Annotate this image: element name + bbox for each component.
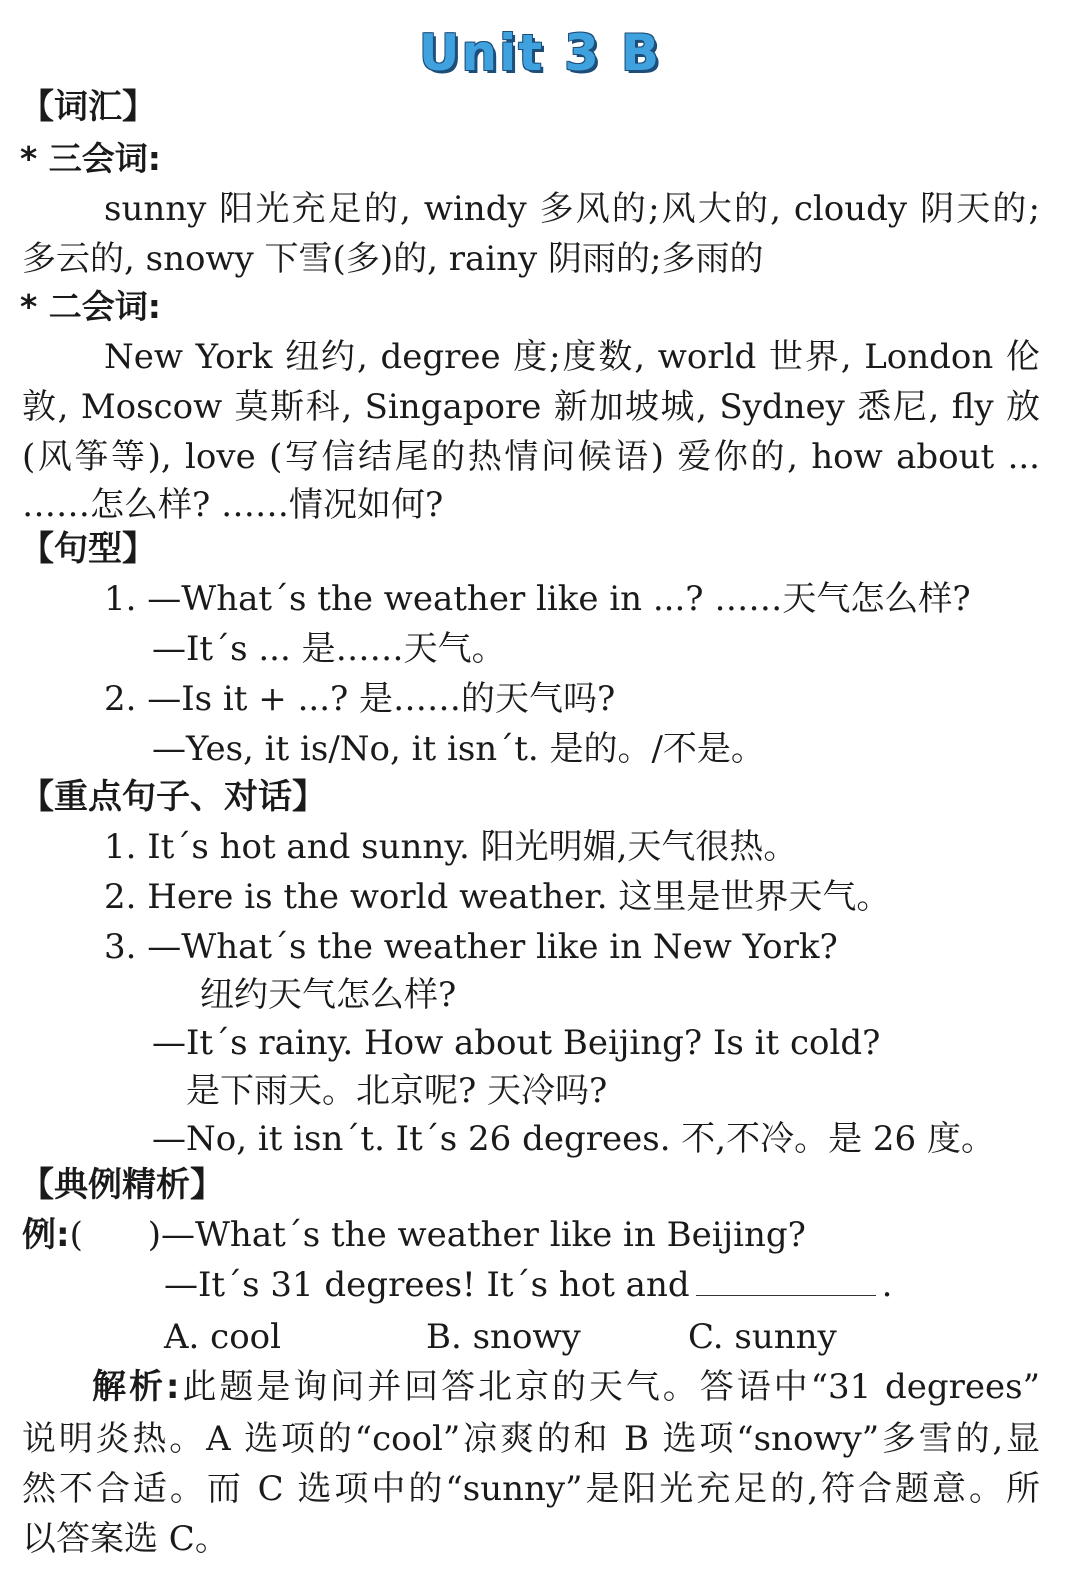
answer-paren: ( ) (69, 1215, 161, 1255)
key-sentence-3-translation: 纽约天气怎么样? (200, 975, 457, 1015)
key-sentence-3-reply-translation: 是下雨天。北京呢? 天冷吗? (186, 1071, 608, 1111)
two-skill-line-3: (风筝等), love (写信结尾的热情问候语) 爱你的, how about ... (22, 437, 1040, 477)
option-b: B. snowy (426, 1317, 581, 1357)
example-heading: 【典例精析】 (20, 1165, 224, 1205)
example-answer-end: . (881, 1265, 893, 1305)
three-skill-heading: * 三会词: (20, 139, 161, 178)
key-sentence-3-final: —No, it isn´t. It´s 26 degrees. 不,不冷。是 26 度。 (152, 1119, 995, 1159)
option-c: C. sunny (688, 1317, 837, 1357)
pattern-2-answer: —Yes, it is/No, it isn´t. 是的。/不是。 (152, 729, 765, 769)
example-answer-line (164, 1260, 1040, 1310)
example-question-text: —What´s the weather like in Beijing? (160, 1215, 806, 1255)
answer-blank (696, 1261, 876, 1296)
two-skill-line-4: ……怎么样? ……情况如何? (22, 485, 444, 525)
title-word: Unit (418, 24, 545, 82)
analysis-line-3: 然不合适。而 C 选项中的“sunny”是阳光充足的,符合题意。所 (22, 1469, 1040, 1509)
key-sentence-1: 1. It´s hot and sunny. 阳光明媚,天气很热。 (104, 827, 798, 867)
options-row (164, 1312, 1040, 1362)
key-sentence-3-question: 3. —What´s the weather like in New York? (104, 927, 838, 967)
patterns-heading: 【句型】 (20, 529, 156, 569)
unit-title (0, 18, 1080, 88)
option-a: A. cool (164, 1317, 282, 1357)
pattern-2-question: 2. —Is it + ...? 是……的天气吗? (104, 679, 616, 719)
analysis-line-2: 说明炎热。A 选项的“cool”凉爽的和 B 选项“snowy”多雪的,显 (22, 1419, 1040, 1459)
analysis-line-4: 以答案选 C。 (22, 1519, 229, 1559)
key-sentence-3-reply: —It´s rainy. How about Beijing? Is it cold? (152, 1023, 881, 1063)
title-letter: B (620, 24, 662, 82)
three-skill-line-2: 多云的, snowy 下雪(多)的, rainy 阴雨的;多雨的 (22, 239, 764, 279)
analysis-text-1: 此题是询问并回答北京的天气。答语中“31 degrees” (179, 1367, 1040, 1407)
two-skill-line-1: New York 纽约, degree 度;度数, world 世界, London 伦 (104, 337, 1040, 377)
pattern-1-answer: —It´s ... 是……天气。 (152, 629, 506, 669)
three-skill-line-1: sunny 阳光充足的, windy 多风的;风大的, cloudy 阴天的; (104, 189, 1040, 229)
two-skill-heading: * 二会词: (20, 287, 161, 326)
example-question (22, 1210, 1040, 1260)
analysis-line-1 (92, 1362, 1040, 1412)
vocab-heading: 【词汇】 (20, 87, 156, 127)
example-answer-text: —It´s 31 degrees! It´s hot and (164, 1265, 690, 1305)
analysis-label: 解析: (92, 1367, 180, 1407)
title-number: 3 (564, 24, 601, 82)
key-sentences-heading: 【重点句子、对话】 (20, 777, 326, 817)
pattern-1-question: 1. —What´s the weather like in ...? ……天气怎么样? (104, 579, 971, 619)
example-label: 例: (22, 1215, 70, 1255)
key-sentence-2: 2. Here is the world weather. 这里是世界天气。 (104, 877, 891, 917)
two-skill-line-2: 敦, Moscow 莫斯科, Singapore 新加坡城, Sydney 悉尼, fly 放 (22, 387, 1040, 427)
